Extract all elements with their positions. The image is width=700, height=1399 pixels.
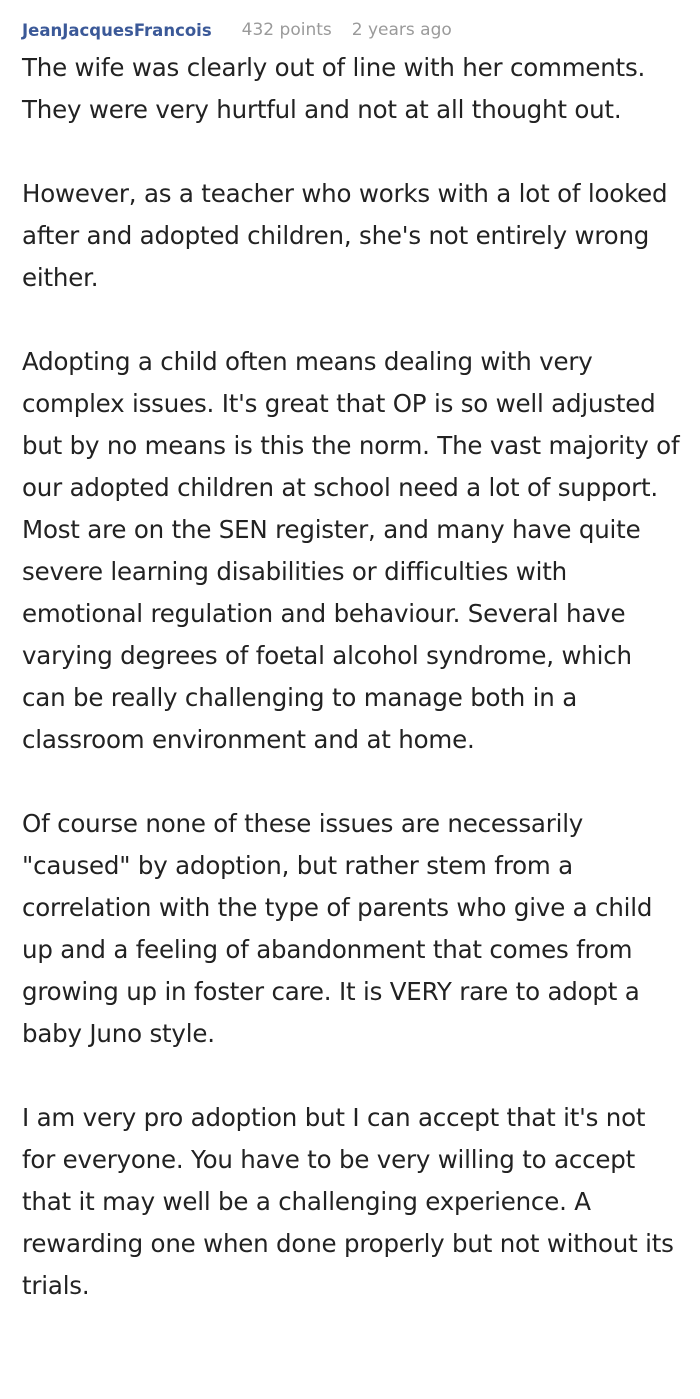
comment-body xyxy=(22,47,682,1307)
comment-points: 432 points xyxy=(241,20,332,40)
comment-meta xyxy=(22,18,452,42)
comment-paragraph: Of course none of these issues are necessarily "caused" by adoption, but rather stem from a correlation with the type of parents who give a child up and a feeling of abandonment that comes from growing up in foster care. It is VERY rare to adopt a baby Juno style. xyxy=(22,809,653,1048)
comment-paragraph: However, as a teacher who works with a lot of looked after and adopted children, she's not entirely wrong either. xyxy=(22,179,668,292)
comment-paragraph: Adopting a child often means dealing with very complex issues. It's great that OP is so well adjusted but by no means is this the norm. The vast majority of our adopted children at school need a lot of support. Most are on the SEN register, and many have quite severe learning disabilities or difficulties with emotional regulation and behaviour. Several have varying degrees of foetal alcohol syndrome, which can be really challenging to manage both in a classroom environment and at home. xyxy=(22,347,680,754)
comment-author-link[interactable]: JeanJacquesFrancois xyxy=(22,20,212,40)
comment-paragraph: I am very pro adoption but I can accept that it's not for everyone. You have to be very willing to accept that it may well be a challenging experience. A rewarding one when done properly but not without its trials. xyxy=(22,1103,674,1300)
comment-paragraph: The wife was clearly out of line with her comments. They were very hurtful and not at all thought out. xyxy=(22,53,646,124)
comment-timestamp: 2 years ago xyxy=(351,20,452,40)
